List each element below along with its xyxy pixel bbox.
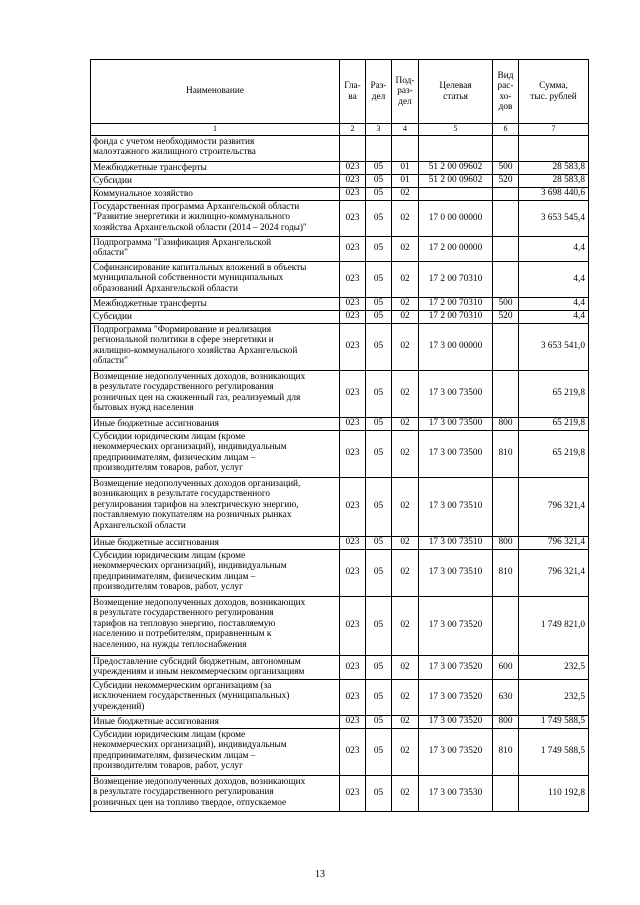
row-target: 17 3 00 73520 — [419, 728, 493, 775]
row-glava: 023 — [340, 549, 366, 596]
row-target: 17 2 00 00000 — [419, 236, 493, 261]
row-sum: 65 219,8 — [519, 370, 589, 417]
row-razdel — [366, 135, 392, 161]
row-target: 17 2 00 70310 — [419, 310, 493, 323]
row-vid: 520 — [493, 174, 519, 187]
row-target: 17 3 00 73520 — [419, 679, 493, 715]
row-glava: 023 — [340, 297, 366, 310]
row-razdel: 05 — [366, 536, 392, 549]
table-row — [91, 161, 589, 174]
row-glava: 023 — [340, 679, 366, 715]
row-sum: 796 321,4 — [519, 477, 589, 536]
row-name: Иные бюджетные ассигнования — [91, 417, 340, 430]
row-glava: 023 — [340, 310, 366, 323]
row-razdel: 05 — [366, 236, 392, 261]
row-vid — [493, 596, 519, 655]
header-podrazdel: Под- раз- дел — [392, 60, 419, 124]
row-target: 17 2 00 70310 — [419, 297, 493, 310]
row-vid — [493, 187, 519, 200]
table-row — [91, 477, 589, 536]
table-body — [91, 135, 589, 811]
row-vid: 500 — [493, 161, 519, 174]
row-podrazdel: 02 — [392, 430, 419, 477]
row-sum: 28 583,8 — [519, 174, 589, 187]
row-name: Возмещение недополученных доходов, возникающих в результате государственного регулирования тарифов на тепловую энергию, поставляемую населению и потребителям, приравненным к населению, на нужды теплоснабжения — [91, 596, 340, 655]
table-row — [91, 715, 589, 728]
row-glava: 023 — [340, 775, 366, 811]
row-vid: 800 — [493, 536, 519, 549]
header-glava: Гла- ва — [340, 60, 366, 124]
row-name: Возмещение недополученных доходов, возникающих в результате государственного регулирования розничных цен на топливо твердое, отпускаемое — [91, 775, 340, 811]
header-name: Наименование — [91, 60, 340, 124]
row-glava: 023 — [340, 261, 366, 297]
row-vid: 600 — [493, 655, 519, 679]
row-razdel: 05 — [366, 549, 392, 596]
row-vid: 810 — [493, 549, 519, 596]
row-vid: 630 — [493, 679, 519, 715]
row-name: Коммунальное хозяйство — [91, 187, 340, 200]
row-name: Иные бюджетные ассигнования — [91, 536, 340, 549]
row-target: 17 3 00 73520 — [419, 655, 493, 679]
table-row — [91, 728, 589, 775]
row-podrazdel: 01 — [392, 161, 419, 174]
row-podrazdel: 02 — [392, 417, 419, 430]
row-podrazdel: 02 — [392, 596, 419, 655]
row-glava: 023 — [340, 728, 366, 775]
row-sum: 796 321,4 — [519, 536, 589, 549]
row-name: Возмещение недополученных доходов, возникающих в результате государственного регулирования розничных цен на сжиженный газ, реализуемый для бытовых нужд населения — [91, 370, 340, 417]
row-glava: 023 — [340, 200, 366, 236]
row-name: Субсидии — [91, 174, 340, 187]
table-row — [91, 200, 589, 236]
row-sum: 28 583,8 — [519, 161, 589, 174]
table-row — [91, 297, 589, 310]
table-row — [91, 370, 589, 417]
row-podrazdel: 02 — [392, 261, 419, 297]
table-row — [91, 187, 589, 200]
col-number: 7 — [519, 124, 589, 136]
row-sum: 4,4 — [519, 297, 589, 310]
row-sum: 4,4 — [519, 261, 589, 297]
row-glava: 023 — [340, 596, 366, 655]
row-vid — [493, 370, 519, 417]
header-razdel: Раз- дел — [366, 60, 392, 124]
row-sum: 3 653 541,0 — [519, 323, 589, 370]
row-razdel: 05 — [366, 655, 392, 679]
table-row — [91, 323, 589, 370]
row-razdel: 05 — [366, 775, 392, 811]
row-name: Возмещение недополученных доходов организаций, возникающих в результате государственного регулирования тарифов на электрическую энергию, поставляемую покупателям на розничных рынках Архангельской области — [91, 477, 340, 536]
row-glava: 023 — [340, 430, 366, 477]
table-row — [91, 549, 589, 596]
row-target: 17 3 00 73510 — [419, 549, 493, 596]
row-glava: 023 — [340, 174, 366, 187]
header-vid: Вид рас- хо- дов — [493, 60, 519, 124]
table-row — [91, 236, 589, 261]
row-razdel: 05 — [366, 477, 392, 536]
row-podrazdel: 02 — [392, 728, 419, 775]
row-name: Субсидии — [91, 310, 340, 323]
row-name: Межбюджетные трансферты — [91, 161, 340, 174]
row-podrazdel: 02 — [392, 200, 419, 236]
row-target: 17 2 00 70310 — [419, 261, 493, 297]
row-target: 17 3 00 73500 — [419, 430, 493, 477]
row-vid — [493, 236, 519, 261]
row-target: 17 3 00 00000 — [419, 323, 493, 370]
row-podrazdel: 02 — [392, 297, 419, 310]
row-sum: 1 749 588,5 — [519, 715, 589, 728]
row-target: 17 0 00 00000 — [419, 200, 493, 236]
row-name: Софинансирование капитальных вложений в объекты муниципальной собственности муниципальных образований Архангельской области — [91, 261, 340, 297]
row-razdel: 05 — [366, 370, 392, 417]
row-glava: 023 — [340, 323, 366, 370]
row-podrazdel: 02 — [392, 549, 419, 596]
row-sum: 1 749 821,0 — [519, 596, 589, 655]
row-razdel: 05 — [366, 261, 392, 297]
table-row — [91, 430, 589, 477]
row-name: Иные бюджетные ассигнования — [91, 715, 340, 728]
row-podrazdel — [392, 135, 419, 161]
table-row — [91, 174, 589, 187]
col-number: 6 — [493, 124, 519, 136]
row-vid: 520 — [493, 310, 519, 323]
row-glava: 023 — [340, 161, 366, 174]
row-sum: 4,4 — [519, 310, 589, 323]
row-glava: 023 — [340, 417, 366, 430]
row-target — [419, 135, 493, 161]
row-razdel: 05 — [366, 715, 392, 728]
row-razdel: 05 — [366, 728, 392, 775]
row-name: Субсидии юридическим лицам (кроме некоммерческих организаций), индивидуальным предпринимателям, физическим лицам – производителям товаров, работ, услуг — [91, 549, 340, 596]
row-vid — [493, 775, 519, 811]
table-row — [91, 775, 589, 811]
row-sum: 232,5 — [519, 679, 589, 715]
row-target: 51 2 00 09602 — [419, 174, 493, 187]
row-podrazdel: 02 — [392, 187, 419, 200]
row-podrazdel: 02 — [392, 655, 419, 679]
row-name: Межбюджетные трансферты — [91, 297, 340, 310]
table-row — [91, 310, 589, 323]
row-sum: 65 219,8 — [519, 430, 589, 477]
row-vid — [493, 323, 519, 370]
table-row — [91, 135, 589, 161]
row-razdel: 05 — [366, 430, 392, 477]
row-sum: 796 321,4 — [519, 549, 589, 596]
row-vid: 810 — [493, 430, 519, 477]
row-razdel: 05 — [366, 417, 392, 430]
row-podrazdel: 02 — [392, 323, 419, 370]
row-podrazdel: 02 — [392, 236, 419, 261]
row-vid: 500 — [493, 297, 519, 310]
row-target: 17 3 00 73520 — [419, 715, 493, 728]
row-razdel: 05 — [366, 323, 392, 370]
table-row — [91, 655, 589, 679]
row-sum: 3 698 440,6 — [519, 187, 589, 200]
row-target: 51 2 00 09602 — [419, 161, 493, 174]
row-sum: 1 749 588,5 — [519, 728, 589, 775]
row-glava: 023 — [340, 370, 366, 417]
row-podrazdel: 02 — [392, 536, 419, 549]
col-number: 4 — [392, 124, 419, 136]
row-sum: 110 192,8 — [519, 775, 589, 811]
row-razdel: 05 — [366, 174, 392, 187]
row-podrazdel: 02 — [392, 715, 419, 728]
row-sum: 3 653 545,4 — [519, 200, 589, 236]
row-target: 17 3 00 73510 — [419, 477, 493, 536]
row-glava: 023 — [340, 655, 366, 679]
row-name: Субсидии некоммерческим организациям (за исключением государственных (муниципальных) учреждений) — [91, 679, 340, 715]
row-vid — [493, 200, 519, 236]
row-razdel: 05 — [366, 679, 392, 715]
row-name: Государственная программа Архангельской области "Развитие энергетики и жилищно-коммунального хозяйства Архангельской области (2014 – 2024 годы)" — [91, 200, 340, 236]
row-sum — [519, 135, 589, 161]
column-number-row — [91, 124, 589, 136]
row-glava — [340, 135, 366, 161]
row-glava: 023 — [340, 715, 366, 728]
row-vid — [493, 477, 519, 536]
col-number: 5 — [419, 124, 493, 136]
header-target: Целевая статья — [419, 60, 493, 124]
row-glava: 023 — [340, 236, 366, 261]
row-name: Подпрограмма "Газификация Архангельской области" — [91, 236, 340, 261]
row-razdel: 05 — [366, 297, 392, 310]
row-target — [419, 187, 493, 200]
row-vid — [493, 261, 519, 297]
header-sum: Сумма, тыс. рублей — [519, 60, 589, 124]
table-row — [91, 261, 589, 297]
row-razdel: 05 — [366, 161, 392, 174]
row-target: 17 3 00 73500 — [419, 417, 493, 430]
row-name: фонда с учетом необходимости развития малоэтажного жилищного строительства — [91, 135, 340, 161]
row-podrazdel: 02 — [392, 477, 419, 536]
row-target: 17 3 00 73520 — [419, 596, 493, 655]
row-razdel: 05 — [366, 200, 392, 236]
row-podrazdel: 02 — [392, 370, 419, 417]
row-podrazdel: 02 — [392, 775, 419, 811]
row-podrazdel: 02 — [392, 310, 419, 323]
table-row — [91, 679, 589, 715]
row-podrazdel: 01 — [392, 174, 419, 187]
table-header-row — [91, 60, 589, 124]
row-glava: 023 — [340, 477, 366, 536]
col-number: 1 — [91, 124, 340, 136]
budget-table — [90, 59, 589, 812]
row-name: Предоставление субсидий бюджетным, автономным учреждениям и иным некоммерческим организациям — [91, 655, 340, 679]
table-row — [91, 596, 589, 655]
row-sum: 4,4 — [519, 236, 589, 261]
table-row — [91, 417, 589, 430]
row-podrazdel: 02 — [392, 679, 419, 715]
row-target: 17 3 00 73530 — [419, 775, 493, 811]
page-number: 13 — [315, 869, 325, 880]
row-target: 17 3 00 73510 — [419, 536, 493, 549]
row-name: Подпрограмма "Формирование и реализация региональной политики в сфере энергетики и жилищно-коммунального хозяйства Архангельской области" — [91, 323, 340, 370]
row-razdel: 05 — [366, 187, 392, 200]
col-number: 2 — [340, 124, 366, 136]
row-glava: 023 — [340, 187, 366, 200]
table-row — [91, 536, 589, 549]
row-target: 17 3 00 73500 — [419, 370, 493, 417]
row-razdel: 05 — [366, 596, 392, 655]
row-name: Субсидии юридическим лицам (кроме некоммерческих организаций), индивидуальным предпринимателям, физическим лицам – производителям товаров, работ, услуг — [91, 430, 340, 477]
col-number: 3 — [366, 124, 392, 136]
row-name: Субсидии юридическим лицам (кроме некоммерческих организаций), индивидуальным предпринимателям, физическим лицам – производителям товаров, работ, услуг — [91, 728, 340, 775]
row-vid: 810 — [493, 728, 519, 775]
row-glava: 023 — [340, 536, 366, 549]
row-vid: 800 — [493, 417, 519, 430]
row-sum: 65 219,8 — [519, 417, 589, 430]
row-vid: 800 — [493, 715, 519, 728]
row-sum: 232,5 — [519, 655, 589, 679]
row-vid — [493, 135, 519, 161]
row-razdel: 05 — [366, 310, 392, 323]
